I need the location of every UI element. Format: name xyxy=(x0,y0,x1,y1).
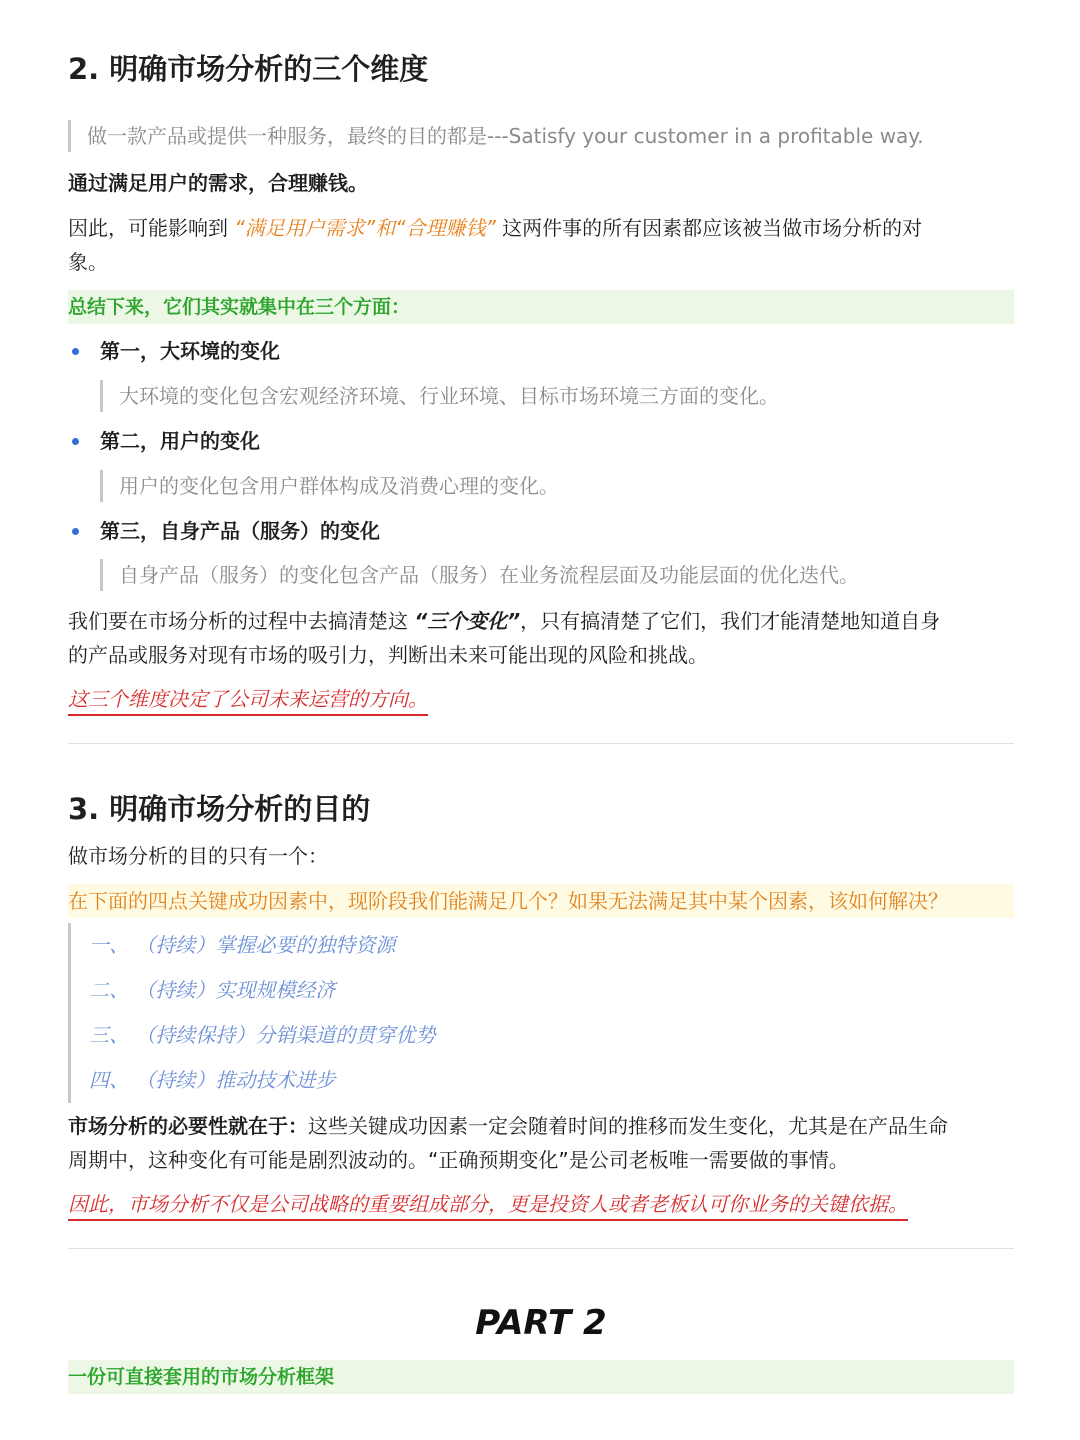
necessity-para xyxy=(68,1109,948,1143)
divider xyxy=(68,1248,1014,1249)
factor-item: 四、 （持续）推动技术进步 xyxy=(89,1068,336,1092)
section-3-heading: 3. 明确市场分析的目的 xyxy=(68,792,371,826)
bullet-item xyxy=(68,424,260,458)
para2-emph: “三个变化” xyxy=(414,609,521,633)
section-3-intro: 做市场分析的目的只有一个： xyxy=(68,844,328,868)
section-3-conclusion: 因此，市场分析不仅是公司战略的重要组成部分，更是投资人或者老板认可你业务的关键依据。 xyxy=(68,1189,908,1221)
bullet-title: 第三，自身产品（服务）的变化 xyxy=(100,519,380,543)
necessity-label: 市场分析的必要性就在于： xyxy=(68,1114,308,1138)
factor-item: 三、 （持续保持）分销渠道的贯穿优势 xyxy=(89,1023,436,1047)
part-title: PART 2 xyxy=(475,1303,607,1343)
bullet-detail: 用户的变化包含用户群体构成及消费心理的变化。 xyxy=(100,470,559,502)
bullet-title: 第一，大环境的变化 xyxy=(100,339,280,363)
bullet-detail: 大环境的变化包含宏观经济环境、行业环境、目标市场环境三方面的变化。 xyxy=(100,380,779,412)
section-2-quote: 做一款产品或提供一种服务，最终的目的都是---Satisfy your customer in a profitable way. xyxy=(68,120,924,152)
necessity-line2: 周期中，这种变化有可能是剧烈波动的。“正确预期变化”是公司老板唯一需要做的事情。 xyxy=(68,1148,849,1172)
bullet-item xyxy=(68,334,280,368)
para1-suffix: 这两件事的所有因素都应该被当做市场分析的对 xyxy=(495,216,923,240)
bullet-dot-icon xyxy=(72,528,79,535)
factor-item: 二、 （持续）实现规模经济 xyxy=(89,978,336,1002)
para1-highlight: “满足用户需求”和“合理赚钱” xyxy=(234,216,496,240)
bullet-detail: 自身产品（服务）的变化包含产品（服务）在业务流程层面及功能层面的优化迭代。 xyxy=(100,559,859,591)
part2-subtitle: 一份可直接套用的市场分析框架 xyxy=(68,1360,1014,1394)
section-2-para1-line2: 象。 xyxy=(68,250,108,274)
para1-prefix: 因此，可能影响到 xyxy=(68,216,235,240)
para2-suffix: ，只有搞清楚了它们，我们才能清楚地知道自身 xyxy=(520,609,941,633)
section-2-heading: 2. 明确市场分析的三个维度 xyxy=(68,52,429,86)
bullet-dot-icon xyxy=(72,348,79,355)
bullet-item xyxy=(68,514,380,548)
factors-quote xyxy=(68,923,435,1103)
section-2-conclusion-wrap xyxy=(68,684,428,716)
necessity-line1: 这些关键成功因素一定会随着时间的推移而发生变化，尤其是在产品生命 xyxy=(308,1114,948,1138)
question-highlight: 在下面的四点关键成功因素中，现阶段我们能满足几个？如果无法满足其中某个因素，该如何解决？ xyxy=(68,884,1014,918)
section-3-conclusion-wrap xyxy=(68,1189,908,1221)
divider xyxy=(68,743,1014,744)
factor-item: 一、 （持续）掌握必要的独特资源 xyxy=(89,933,396,957)
bullet-dot-icon xyxy=(72,438,79,445)
summary-highlight: 总结下来，它们其实就集中在三个方面： xyxy=(68,290,1014,324)
section-2-para2-line2: 的产品或服务对现有市场的吸引力，判断出未来可能出现的风险和挑战。 xyxy=(68,643,708,667)
para2-prefix: 我们要在市场分析的过程中去搞清楚这 xyxy=(68,609,415,633)
bullet-title: 第二，用户的变化 xyxy=(100,429,260,453)
section-2-para1 xyxy=(68,211,922,245)
section-2-para2 xyxy=(68,604,940,638)
section-2-conclusion: 这三个维度决定了公司未来运营的方向。 xyxy=(68,684,428,716)
section-2-bold-line: 通过满足用户的需求，合理赚钱。 xyxy=(68,171,368,195)
